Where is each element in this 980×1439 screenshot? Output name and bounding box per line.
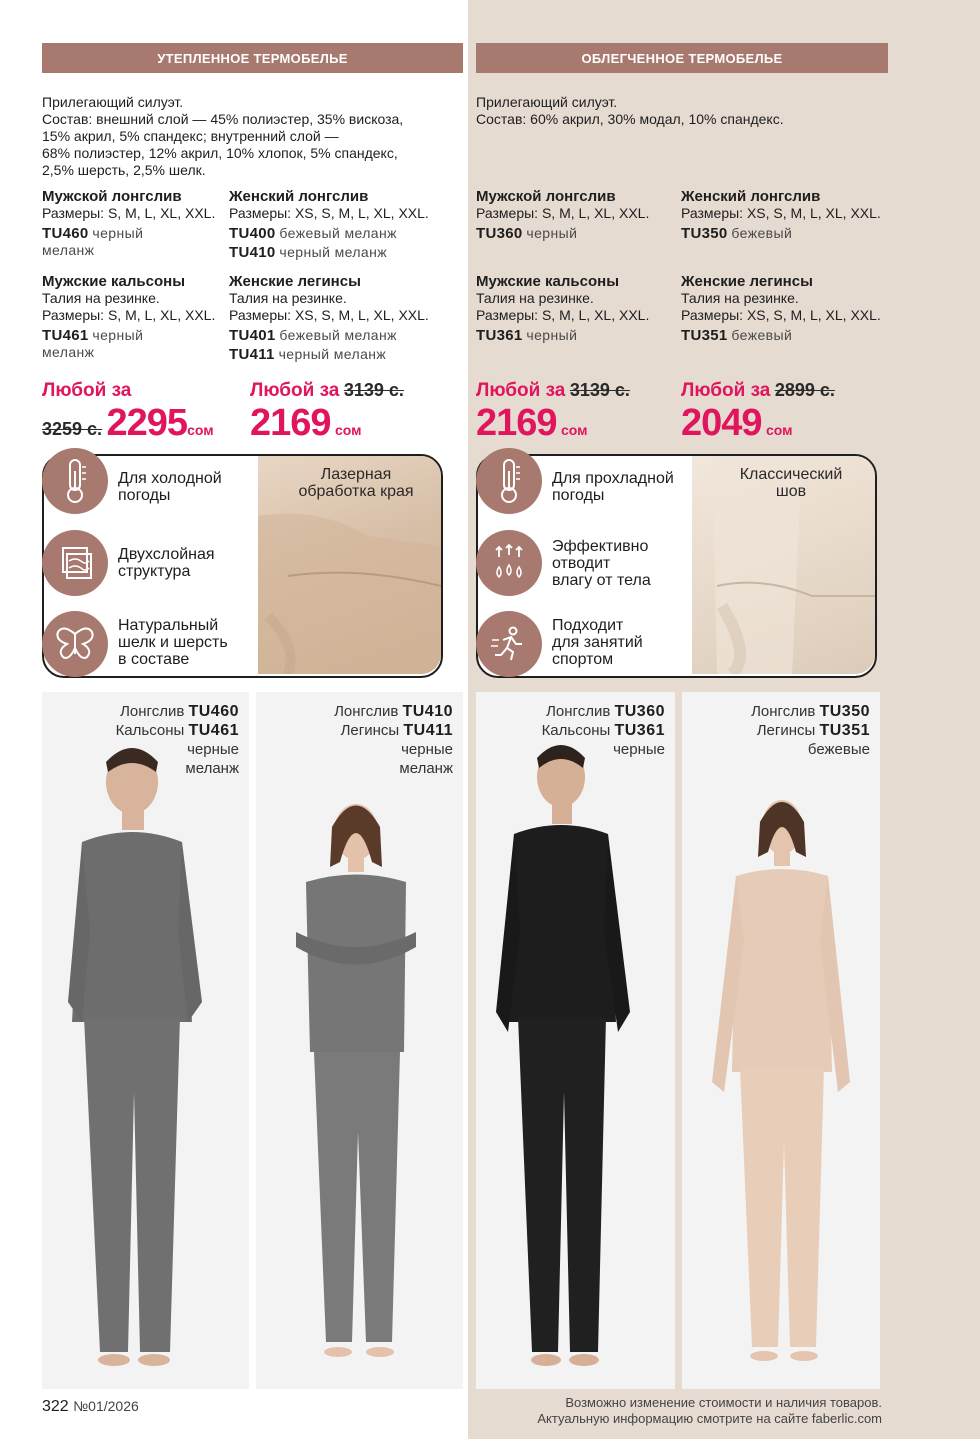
double-layer-icon — [42, 530, 108, 596]
price-block-left-2: Любой за 3139 с. 2169 сом — [250, 380, 404, 444]
moisture-wicking-icon — [476, 530, 542, 596]
closeup-caption-right: Классический шов — [739, 466, 843, 500]
feature-sport: Подходит для занятий спортом — [552, 617, 643, 668]
model-figure-grey-man — [42, 692, 249, 1389]
feature-silk-wool: Натуральный шелк и шерсть в составе — [118, 617, 228, 668]
product-womens-leggings-warm: Женские легинсы Талия на резинке. Размеры: XS, S, M, L, XL, XXL. TU401 бежевый меланж TU411 черный меланж — [229, 273, 429, 363]
model-figure-beige-woman — [682, 692, 880, 1389]
panel-caption: Лонгслив TU410 Легинсы TU411 черные меланж — [334, 703, 453, 777]
product-mens-longsleeve-light: Мужской лонгслив Размеры: S, M, L, XL, XXL. TU360 черный — [476, 188, 650, 242]
page-number: 322 — [42, 1398, 69, 1415]
issue-number: №01/2026 — [73, 1398, 139, 1414]
running-person-icon — [476, 611, 542, 677]
model-panel-womens-warm — [256, 692, 463, 1389]
feature-cold-weather: Для холодной погоды — [118, 470, 222, 504]
panel-caption: Лонгслив TU350 Легинсы TU351 бежевые — [751, 703, 870, 758]
feature-two-layer: Двухслойная структура — [118, 546, 215, 580]
price-block-right-1: Любой за 3139 с. 2169 сом — [476, 380, 630, 444]
price-block-left-1: Любой за 3259 с. 2295сом — [42, 380, 214, 444]
price-block-right-2: Любой за 2899 с. 2049 сом — [681, 380, 835, 444]
product-womens-longsleeve-warm: Женский лонгслив Размеры: XS, S, M, L, XL, XXL. TU400 бежевый меланж TU410 черный меланж — [229, 188, 429, 261]
right-section-header: ОБЛЕГЧЕННОЕ ТЕРМОБЕЛЬЕ — [476, 43, 888, 73]
panel-caption: Лонгслив TU360 Кальсоны TU361 черные — [541, 703, 665, 758]
panel-caption: Лонгслив TU460 Кальсоны TU461 черные меланж — [115, 703, 239, 777]
thermometer-icon — [476, 448, 542, 514]
thermometer-icon — [42, 448, 108, 514]
model-panel-womens-light — [682, 692, 880, 1389]
product-mens-pants-light: Мужские кальсоны Талия на резинке. Размеры: S, M, L, XL, XXL. TU361 черный — [476, 273, 650, 344]
butterfly-icon — [42, 611, 108, 677]
product-womens-longsleeve-light: Женский лонгслив Размеры: XS, S, M, L, XL, XXL. TU350 бежевый — [681, 188, 881, 242]
closeup-caption-left: Лазерная обработка края — [298, 466, 414, 500]
product-mens-pants-warm: Мужские кальсоны Талия на резинке. Размеры: S, M, L, XL, XXL. TU461 черный меланж — [42, 273, 216, 360]
model-figure-black-man — [476, 692, 675, 1389]
product-womens-leggings-light: Женские легинсы Талия на резинке. Размеры: XS, S, M, L, XL, XXL. TU351 бежевый — [681, 273, 881, 344]
footer-notice: Возможно изменение стоимости и наличия товаров. Актуальную информацию смотрите на сайте faberlic.com — [537, 1395, 882, 1426]
left-section-header: УТЕПЛЕННОЕ ТЕРМОБЕЛЬЕ — [42, 43, 463, 73]
model-figure-grey-woman — [256, 692, 463, 1389]
feature-moisture-wicking: Эффективно отводит влагу от тела — [552, 538, 651, 589]
page-number-block — [42, 1398, 139, 1416]
model-panel-mens-warm — [42, 692, 249, 1389]
product-mens-longsleeve-warm: Мужской лонгслив Размеры: S, M, L, XL, XXL. TU460 черный меланж — [42, 188, 216, 258]
feature-cool-weather: Для прохладной погоды — [552, 470, 674, 504]
model-panel-mens-light — [476, 692, 675, 1389]
